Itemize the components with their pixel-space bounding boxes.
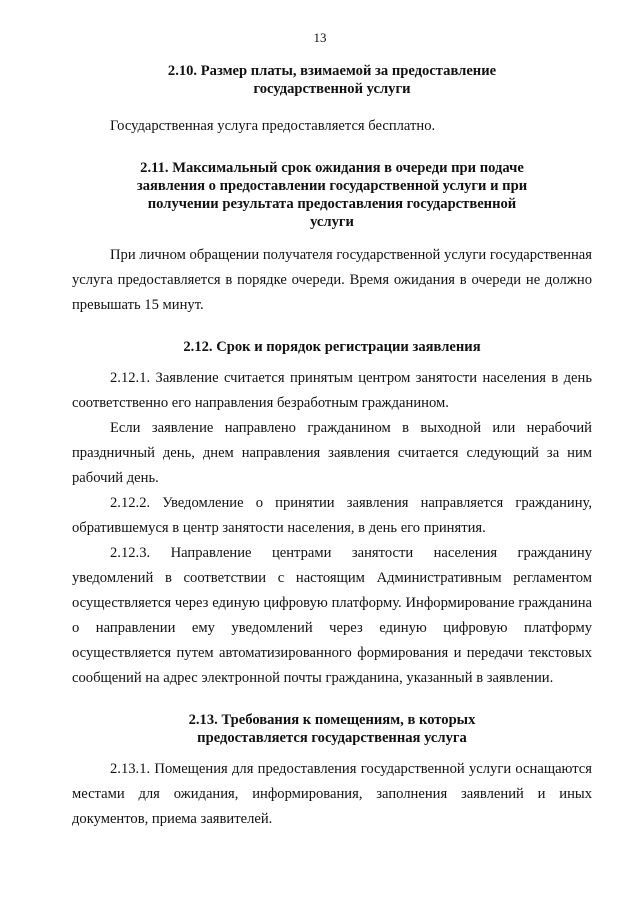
- page-number: 13: [313, 30, 327, 45]
- section-heading-2-11: 2.11. Максимальный срок ожидания в очереди при подаче заявления о предоставлении государственной услуги и при получении результата предоставления государственной услуги: [136, 160, 528, 230]
- section-2-12-2-paragraph: 2.12.2. Уведомление о принятии заявления направляется гражданину, обратившемуся в центр занятости населения, в день его принятия.: [72, 495, 592, 536]
- section-2-10-paragraph: Государственная услуга предоставляется бесплатно.: [110, 118, 436, 134]
- section-heading-2-13: 2.13. Требования к помещениям, в которых предоставляется государственная услуга: [188, 712, 476, 746]
- section-heading-2-10: 2.10. Размер платы, взимаемой за предоставление государственной услуги: [167, 63, 497, 97]
- section-2-12-1-paragraph: 2.12.1. Заявление считается принятым центром занятости населения в день соответственно его направления безработным гражданином.: [72, 370, 592, 411]
- section-heading-2-12: 2.12. Срок и порядок регистрации заявления: [183, 339, 481, 355]
- section-2-13-1-paragraph: 2.13.1. Помещения для предоставления государственной услуги оснащаются местами для ожидания, информирования, заполнения заявлений и иных документов, приема заявителей.: [72, 761, 592, 827]
- section-2-12-holiday-paragraph: Если заявление направлено гражданином в выходной или нерабочий праздничный день, днем направления заявления считается следующий за ним рабочий день.: [72, 420, 592, 486]
- section-2-12-3-paragraph: 2.12.3. Направление центрами занятости населения гражданину уведомлений в соответствии с настоящим Административным регламентом осуществляется через единую цифровую платформу. Информирование гражданина о направлении ему уведомлений через единую цифровую платформу осуществляется путем автоматизированного формирования и передачи текстовых сообщений на адрес электронной почты гражданина, указанный в заявлении.: [72, 545, 592, 686]
- document-body: [72, 62, 592, 832]
- section-2-11-paragraph: При личном обращении получателя государственной услуги государственная услуга предоставляется в порядке очереди. Время ожидания в очереди не должно превышать 15 минут.: [72, 247, 592, 313]
